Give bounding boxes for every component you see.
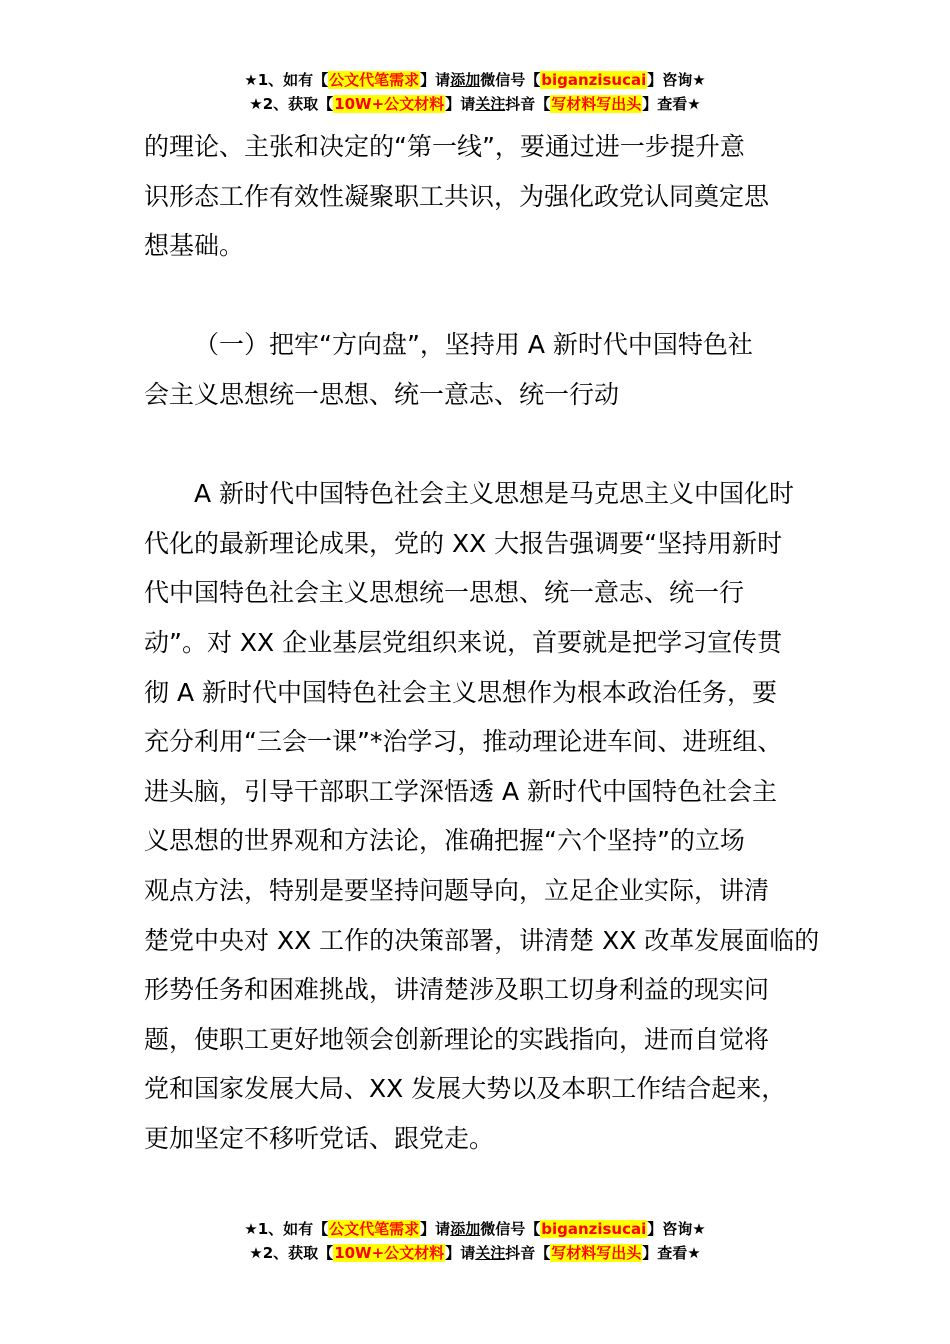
promo-text: 微信号【 xyxy=(480,71,541,89)
text-line: 代化的最新理论成果，党的 XX 大报告强调要“坚持用新时 xyxy=(144,528,783,558)
promo-text: 】查看★ xyxy=(642,1244,701,1262)
douyin-account-highlight: 写材料写出头 xyxy=(551,1244,642,1262)
promo-text: 】请 xyxy=(420,71,451,89)
paragraph-spacer xyxy=(144,420,824,470)
promo-banner-top xyxy=(0,68,950,116)
promo-text: ★1、如有【 xyxy=(244,71,329,89)
promo-line-2 xyxy=(0,1241,950,1265)
paragraph-intro xyxy=(144,122,824,271)
text-line: 充分利用“三会一课”*治学习，推动理论进车间、进班组、 xyxy=(144,727,783,757)
paragraph-spacer xyxy=(144,271,824,321)
promo-text: 】咨询★ xyxy=(647,71,706,89)
wechat-id-highlight: biganzisucai xyxy=(541,71,647,89)
promo-text: 】请 xyxy=(445,95,476,113)
promo-text: 】咨询★ xyxy=(647,1220,706,1238)
promo-text: 】查看★ xyxy=(642,95,701,113)
text-line: 形势任务和困难挑战，讲清楚涉及职工切身利益的现实问 xyxy=(144,975,770,1005)
materials-highlight: 10W+公文材料 xyxy=(334,95,445,113)
heading-line: （一）把牢“方向盘”，坚持用 A 新时代中国特色社 xyxy=(194,330,753,360)
add-underline: 添加 xyxy=(450,1220,481,1238)
text-line: 更加坚定不移听党话、跟党走。 xyxy=(144,1123,495,1153)
promo-line-2 xyxy=(0,92,950,116)
promo-text: 抖音【 xyxy=(505,95,551,113)
text-line: 的理论、主张和决定的“第一线”，要通过进一步提升意 xyxy=(144,132,745,161)
service-highlight: 公文代笔需求 xyxy=(329,1220,420,1238)
promo-banner-bottom xyxy=(0,1217,950,1265)
paragraph-body xyxy=(144,469,824,1163)
add-underline: 添加 xyxy=(450,71,481,89)
douyin-account-highlight: 写材料写出头 xyxy=(551,95,642,113)
text-line: 楚党中央对 XX 工作的决策部署，讲清楚 XX 改革发展面临的 xyxy=(144,925,820,955)
materials-highlight: 10W+公文材料 xyxy=(334,1244,445,1262)
promo-text: 】请 xyxy=(420,1220,451,1238)
text-line: 彻 A 新时代中国特色社会主义思想作为根本政治任务，要 xyxy=(144,677,777,707)
heading-line: 会主义思想统一思想、统一意志、统一行动 xyxy=(144,379,620,409)
text-line: 题，使职工更好地领会创新理论的实践指向，进而自觉将 xyxy=(144,1024,770,1054)
promo-line-1 xyxy=(0,68,950,92)
text-line: 义思想的世界观和方法论，准确把握“六个坚持”的立场 xyxy=(144,826,745,856)
text-line: 识形态工作有效性凝聚职工共识，为强化政党认同奠定思 xyxy=(144,181,770,211)
promo-line-1 xyxy=(0,1217,950,1241)
text-line: A 新时代中国特色社会主义思想是马克思主义中国化时 xyxy=(194,479,795,509)
promo-text: 抖音【 xyxy=(505,1244,551,1262)
text-line: 观点方法，特别是要坚持问题导向，立足企业实际，讲清 xyxy=(144,875,770,905)
promo-text: ★2、获取【 xyxy=(249,1244,334,1262)
follow-underline: 关注 xyxy=(475,1244,506,1262)
text-line: 党和国家发展大局、XX 发展大势以及本职工作结合起来， xyxy=(144,1074,787,1104)
service-highlight: 公文代笔需求 xyxy=(329,71,420,89)
text-line: 想基础。 xyxy=(144,231,245,261)
text-line: 进头脑，引导干部职工学深悟透 A 新时代中国特色社会主 xyxy=(144,776,777,806)
wechat-id-highlight: biganzisucai xyxy=(541,1220,647,1238)
follow-underline: 关注 xyxy=(475,95,506,113)
promo-text: 】请 xyxy=(445,1244,476,1262)
text-line: 代中国特色社会主义思想统一思想、统一意志、统一行 xyxy=(144,578,745,608)
section-heading xyxy=(144,320,824,419)
promo-text: ★1、如有【 xyxy=(244,1220,329,1238)
document-body xyxy=(144,122,824,1163)
promo-text: 微信号【 xyxy=(480,1220,541,1238)
text-line: 动”。对 XX 企业基层党组织来说，首要就是把学习宣传贯 xyxy=(144,627,783,657)
promo-text: ★2、获取【 xyxy=(249,95,334,113)
